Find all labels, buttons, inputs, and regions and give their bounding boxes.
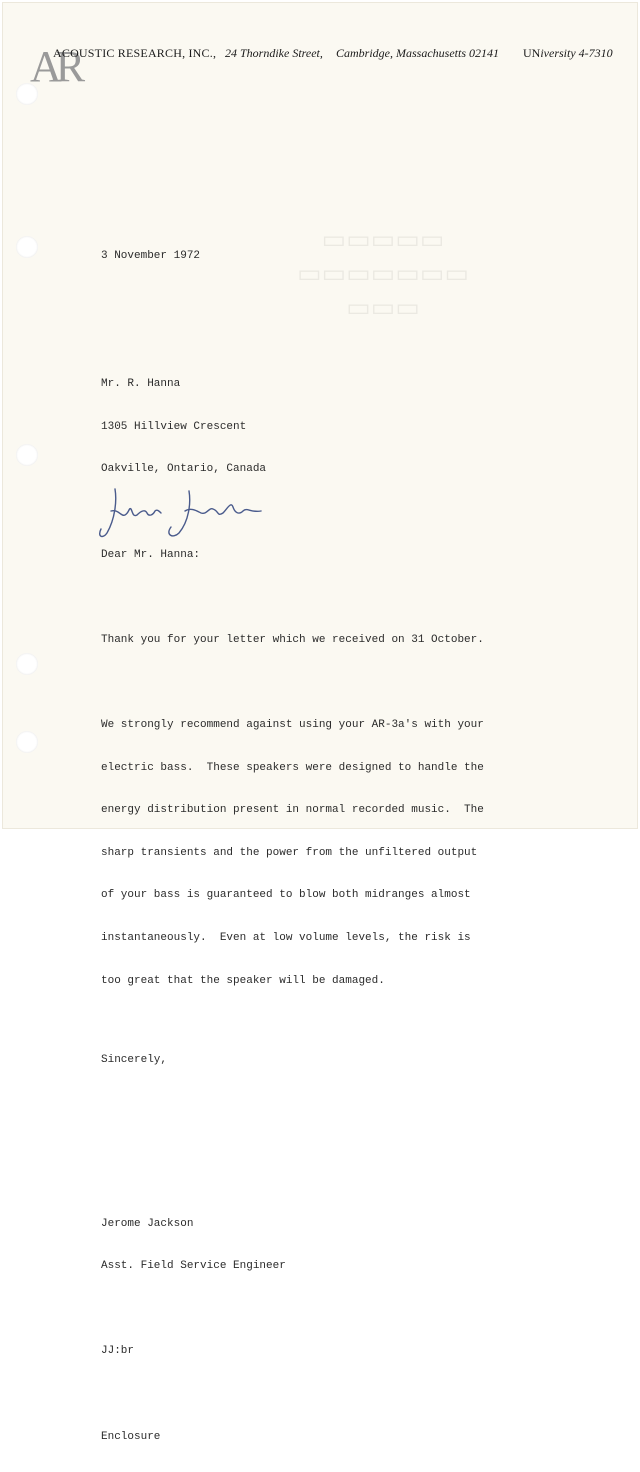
punch-hole [16, 444, 38, 466]
recipient-city: Oakville, Ontario, Canada [101, 463, 267, 476]
paragraph-2-line: electric bass. These speakers were designed to handle the [101, 761, 484, 774]
punch-hole [16, 653, 38, 675]
letter-date: 3 November 1972 [101, 250, 201, 263]
paragraph-2-line: too great that the speaker will be damaged. [101, 974, 385, 987]
company-phone [523, 46, 613, 61]
paragraph-1: Thank you for your letter which we received on 31 October. [101, 633, 484, 646]
company-street: 24 Thorndike Street, [225, 46, 323, 60]
closing: Sincerely, [101, 1053, 168, 1066]
signer-name: Jerome Jackson [101, 1217, 194, 1230]
paragraph-2-line: instantaneously. Even at low volume levels, the risk is [101, 931, 471, 944]
enclosure-note: Enclosure [101, 1430, 161, 1443]
ar-logo-text: AR [30, 42, 80, 91]
show-through-watermark: ▭▭▭▭▭ ▭▭▭▭▭▭▭ ▭▭▭ [297, 225, 469, 322]
punch-hole [16, 731, 38, 753]
phone-prefix: UN [523, 46, 541, 60]
signer-title: Asst. Field Service Engineer [101, 1260, 286, 1273]
letter-body [101, 221, 501, 1472]
recipient-street: 1305 Hillview Crescent [101, 420, 247, 433]
paragraph-2-line: We strongly recommend against using your AR-3a's with your [101, 718, 484, 731]
letter-page [2, 2, 638, 1443]
company-name: ACOUSTIC RESEARCH, INC., [53, 46, 217, 60]
typist-initials: JJ:br [101, 1345, 135, 1358]
punch-hole [16, 236, 38, 258]
letterhead [53, 46, 619, 64]
handwritten-signature [93, 481, 273, 543]
phone-rest: iversity 4-7310 [540, 46, 613, 60]
paragraph-2-line: energy distribution present in normal recorded music. The [101, 804, 484, 817]
salutation: Dear Mr. Hanna: [101, 548, 201, 561]
paragraph-2-line: sharp transients and the power from the unfiltered output [101, 846, 478, 859]
paragraph-2-line: of your bass is guaranteed to blow both midranges almost [101, 889, 471, 902]
company-city: Cambridge, Massachusetts 02141 [336, 46, 499, 60]
recipient-name: Mr. R. Hanna [101, 378, 181, 391]
